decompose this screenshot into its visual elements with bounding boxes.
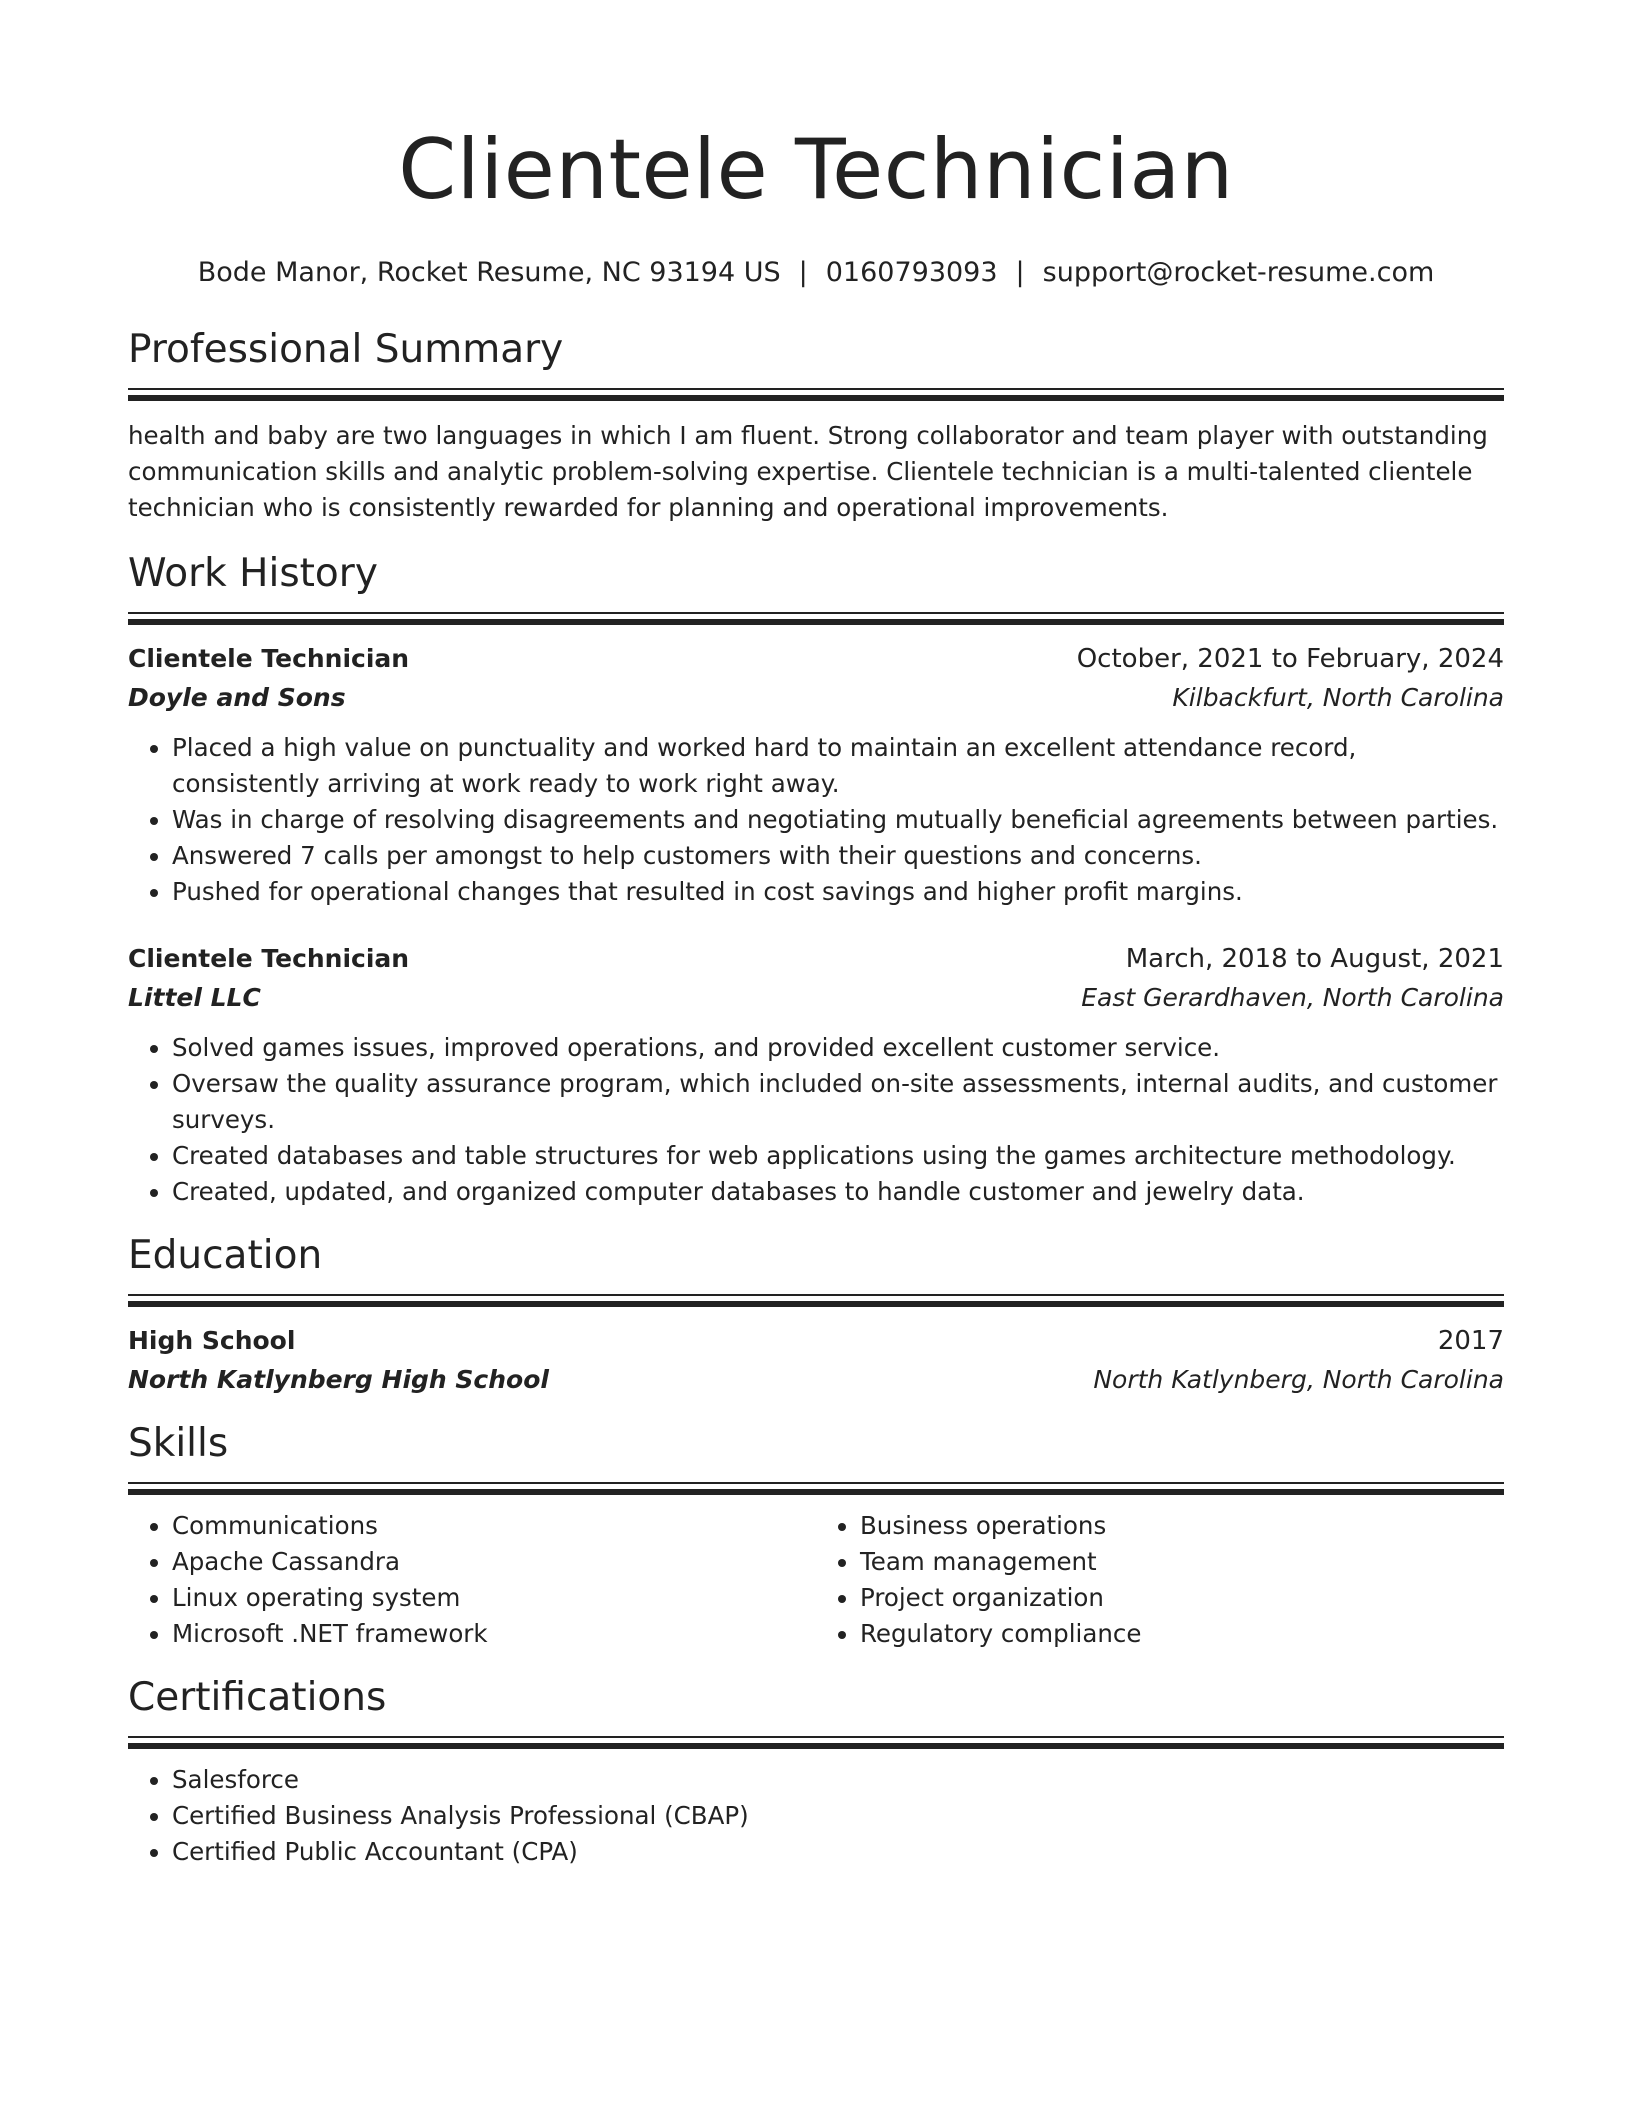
contact-separator: | (1015, 257, 1025, 288)
list-item: • Business operations (860, 1508, 1504, 1544)
list-item: • Was in charge of resolving disagreements and negotiating mutually beneficial agreements between parties. (172, 802, 1504, 838)
section-divider (128, 1294, 1504, 1308)
contact-email: support@rocket-resume.com (1042, 257, 1435, 288)
skills-columns (128, 1508, 1504, 1652)
summary-heading: Professional Summary (128, 327, 564, 372)
job-entry (128, 940, 1504, 1210)
education-heading: Education (128, 1233, 323, 1278)
education-year: 2017 (1437, 1326, 1504, 1356)
education-school: North Katlynberg High School (128, 1365, 549, 1394)
certifications-list (128, 1762, 1504, 1870)
contact-separator: | (798, 257, 808, 288)
list-item: • Regulatory compliance (860, 1616, 1504, 1652)
contact-phone: 0160793093 (825, 257, 998, 288)
job-dates: October, 2021 to February, 2024 (1076, 644, 1504, 674)
work-history-heading: Work History (128, 551, 378, 596)
certifications-heading: Certifications (128, 1675, 387, 1720)
job-location: East Gerardhaven, North Carolina (1081, 983, 1504, 1012)
skills-section (128, 1420, 1504, 1652)
list-item: • Certified Business Analysis Professional (CBAP) (172, 1798, 1504, 1834)
list-item: • Pushed for operational changes that resulted in cost savings and higher profit margins. (172, 874, 1504, 910)
list-item: • Created databases and table structures for web applications using the games architecture methodology. (172, 1138, 1504, 1174)
section-divider (128, 388, 1504, 402)
work-history-section (128, 550, 1504, 1210)
education-degree: High School (128, 1326, 296, 1355)
list-item: • Answered 7 calls per amongst to help customers with their questions and concerns. (172, 838, 1504, 874)
summary-section (128, 326, 1504, 526)
list-item: • Microsoft .NET framework (172, 1616, 816, 1652)
skills-list-right (816, 1508, 1504, 1652)
list-item: • Salesforce (172, 1762, 1504, 1798)
list-item: • Communications (172, 1508, 816, 1544)
list-item: • Linux operating system (172, 1580, 816, 1616)
education-entry (128, 1322, 1504, 1400)
contact-line (128, 256, 1504, 290)
list-item: • Apache Cassandra (172, 1544, 816, 1580)
list-item: • Placed a high value on punctuality and worked hard to maintain an excellent attendance record, consistently arriving at work ready to work right away. (172, 730, 1504, 802)
education-section (128, 1232, 1504, 1400)
job-dates: March, 2018 to August, 2021 (1125, 944, 1504, 974)
education-location: North Katlynberg, North Carolina (1093, 1365, 1504, 1394)
list-item: • Solved games issues, improved operations, and provided excellent customer service. (172, 1030, 1504, 1066)
job-entry (128, 640, 1504, 910)
section-divider (128, 612, 1504, 626)
section-divider (128, 1482, 1504, 1496)
skills-list-left (128, 1508, 816, 1652)
job-company: Doyle and Sons (128, 683, 346, 712)
summary-text: health and baby are two languages in which I am fluent. Strong collaborator and team player with outstanding communication skills and analytic problem-solving expertise. Clientele technician is a multi-talented clientele technician who is consistently rewarded for planning and operational improvements. (128, 421, 1488, 522)
job-location: Kilbackfurt, North Carolina (1172, 683, 1504, 712)
contact-address: Bode Manor, Rocket Resume, NC 93194 US (197, 257, 781, 288)
section-divider (128, 1736, 1504, 1750)
candidate-name: Clientele Technician (398, 121, 1234, 218)
job-company: Littel LLC (128, 983, 261, 1012)
skills-heading: Skills (128, 1421, 229, 1466)
list-item: • Created, updated, and organized computer databases to handle customer and jewelry data. (172, 1174, 1504, 1210)
list-item: • Team management (860, 1544, 1504, 1580)
list-item: • Oversaw the quality assurance program, which included on-site assessments, internal audits, and customer surveys. (172, 1066, 1504, 1138)
list-item: • Certified Public Accountant (CPA) (172, 1834, 1504, 1870)
list-item: • Project organization (860, 1580, 1504, 1616)
job-title: Clientele Technician (128, 644, 410, 673)
job-title: Clientele Technician (128, 944, 410, 973)
certifications-section (128, 1674, 1504, 1870)
job-bullets (128, 1030, 1504, 1210)
job-bullets (128, 730, 1504, 910)
